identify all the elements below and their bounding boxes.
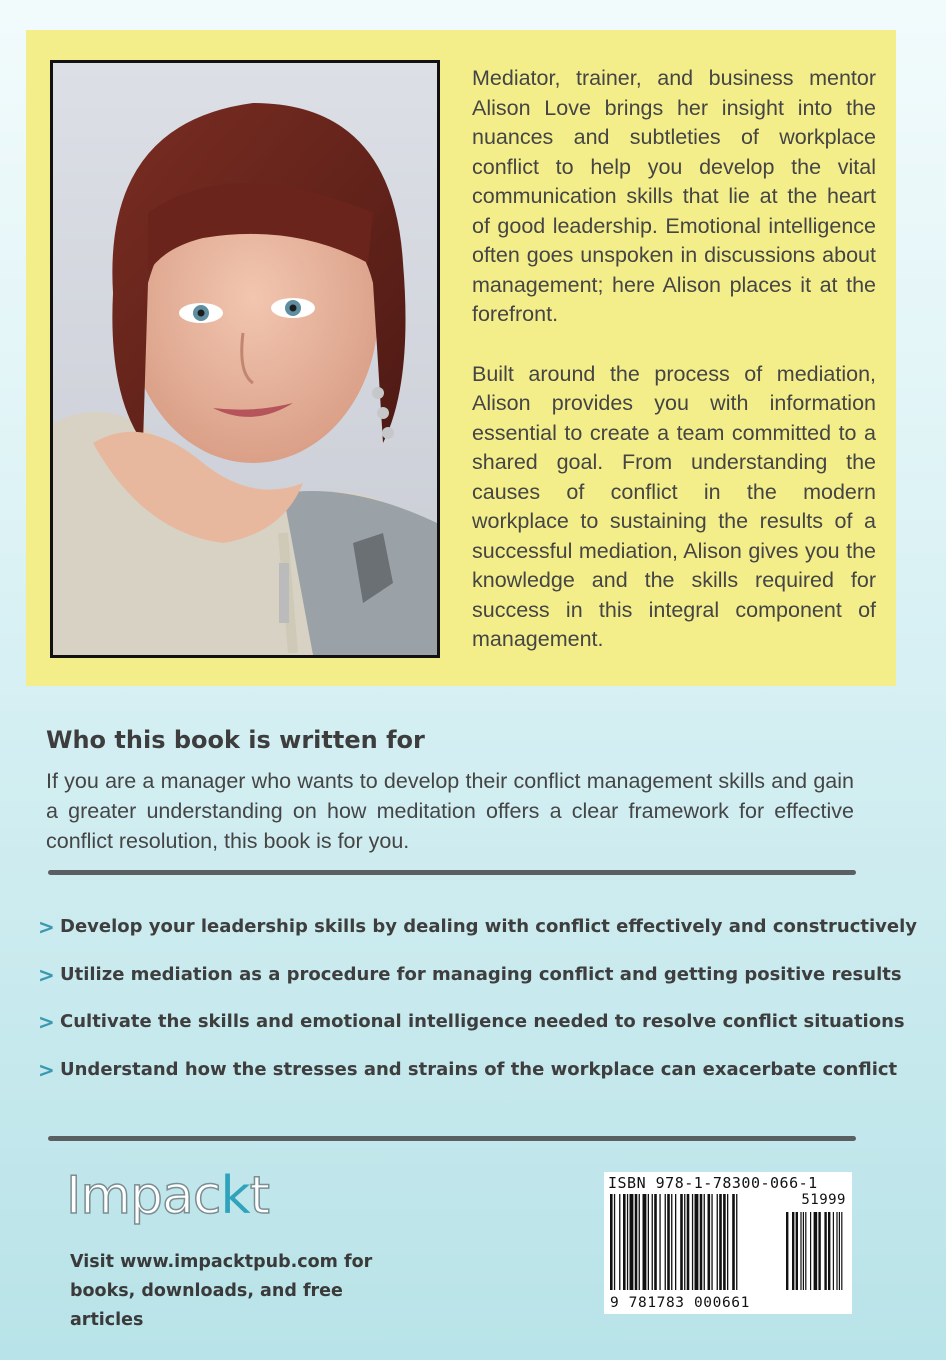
audience-text: If you are a manager who wants to develop their conflict management skills and gain a greater understanding on how meditation offers a clear framework for effective conflict resolution, this book is for you. [46, 769, 854, 853]
isbn-barcode [604, 1172, 852, 1314]
benefit-list [38, 916, 917, 1106]
intro-paragraph-2: Built around the process of mediation, Alison provides you with information essential to create a team committed to a shared goal. From understanding the causes of conflict in the modern workplace to sustaining the results of a successful mediation, Alison gives you the knowledge and the skills required for success in this integral component of management. [472, 361, 876, 651]
divider-bottom [48, 1136, 856, 1141]
benefit-item [38, 916, 917, 964]
chevron-right-icon: > [38, 1057, 55, 1082]
intro-text [472, 64, 876, 685]
intro-paragraph-1: Mediator, trainer, and business mentor Alison Love brings her insight into the nuances and subtleties of workplace conflict to help you develop the vital communication skills that lie at the heart of good leadership. Emotional intelligence often goes unspoken in discussions about management; here Alison places it at the forefront. [472, 66, 876, 326]
publisher-visit-text: Visit www.impacktpub.com for books, downloads, and free articles [70, 1252, 373, 1330]
chevron-right-icon: > [38, 1010, 55, 1034]
benefit-item [38, 1059, 917, 1107]
logo-text-end: t [249, 1166, 269, 1226]
benefit-text: Understand how the stresses and strains of the workplace can exacerbate conflict [60, 1058, 898, 1080]
logo-text-main: Impac [66, 1166, 221, 1226]
audience-heading: Who this book is written for [46, 726, 425, 754]
publisher-logo [66, 1166, 269, 1226]
divider-top [48, 870, 856, 875]
chevron-right-icon: > [38, 915, 55, 939]
author-portrait-image [53, 63, 437, 655]
ean-digits: 9 781783 000661 [610, 1295, 750, 1311]
benefit-text: Develop your leadership skills by dealing with conflict effectively and constructively [60, 916, 917, 937]
author-photo [50, 60, 440, 658]
chevron-right-icon: > [38, 962, 55, 987]
logo-text-accent: k [220, 1166, 250, 1226]
benefit-item [38, 964, 917, 1012]
benefit-item [38, 1011, 917, 1059]
benefit-text: Cultivate the skills and emotional intelligence needed to resolve conflict situations [60, 1011, 905, 1032]
author-panel [26, 30, 896, 686]
price-code: 51999 [801, 1192, 846, 1208]
benefit-text: Utilize mediation as a procedure for managing conflict and getting positive results [60, 963, 902, 985]
barcode-bars [610, 1194, 846, 1290]
isbn-number: ISBN 978-1-78300-066-1 [608, 1174, 818, 1192]
